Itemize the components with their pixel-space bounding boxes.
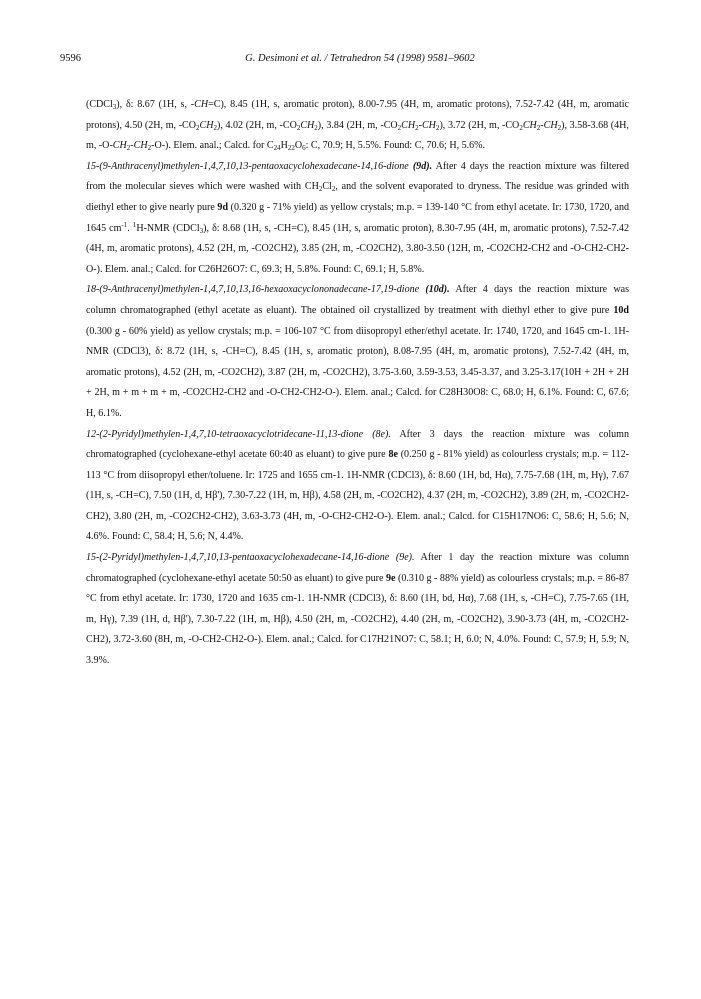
- paragraph-text: O: [294, 140, 303, 152]
- formula-part: CH: [194, 99, 209, 110]
- subscript: 22: [287, 144, 295, 153]
- paragraph-text: (0.320 g - 71% yield) as yellow crystals; m.p. = 139-140 °C from ethyl acetate. Ir: 1730, 1720, and 1645 cm: [86, 201, 630, 234]
- paragraph-text: , and the solvent evaporated to dryness. The residue was grinded with diethyl ether to give nearly pure: [86, 181, 629, 213]
- subscript: 3: [199, 226, 204, 235]
- paragraph-text: -O-). Elem. anal.; Calcd. for C: [151, 140, 274, 152]
- formula-part: CH: [421, 119, 436, 131]
- formula-part: CH: [522, 119, 537, 131]
- paragraph-9d: [86, 157, 629, 281]
- paragraph-text: Cl: [322, 181, 332, 193]
- compound-label: (9e).: [395, 552, 415, 564]
- formula-part: CH: [133, 140, 148, 152]
- paragraph-text: -: [130, 140, 134, 152]
- paragraph-continued: [86, 95, 629, 157]
- subscript: 2: [397, 123, 402, 132]
- paragraph-text: ), 3.58-3.68 (4H, m, -O-: [86, 119, 629, 152]
- paragraph-text: .: [127, 222, 133, 234]
- subscript: 2: [536, 123, 541, 132]
- body-text: [86, 95, 629, 672]
- subscript: 2: [126, 144, 131, 153]
- subscript: 2: [318, 185, 323, 194]
- paragraph-text: H-NMR (CDCl: [136, 222, 200, 234]
- subscript: 2: [415, 123, 419, 132]
- subscript: 2: [314, 123, 318, 132]
- paragraph-text: (0.250 g - 81% yield) as colourless crystals; m.p. = 112-113 °C from diisopropyl ether/toluene. Ir: 1725 and 1655 cm-1. 1H-NMR (CDCl3), δ: 8.60 (1H, bd, Hα), 7.75-7.68 (1H, m, Hγ), 7.67 (1H, s, -CH=C), 7.50 (1H, d, Hβ'), 7.30-7.22 (1H, m, Hβ), 4.58 (2H, m, -CO2CH2), 4.37 (2H, m, -CO2CH2), 3.89 (2H, m, -CO2CH2-CH2), 3.80 (2H, m, -CO2CH2-CH2), 3.63-3.73 (4H, m, -O-CH2-CH2-O-). Elem. anal.; Calcd. for C15H17NO6: C, 58.6; H, 5.6; N, 4.6%. Found: C, 58.4; H, 5.6; N, 4.4%.: [86, 449, 629, 543]
- paragraph-text: -: [418, 119, 422, 131]
- paragraph-text: H: [280, 140, 288, 152]
- paragraph-text: ), δ: 8.67 (1H, s, -: [116, 99, 195, 110]
- subscript: 2: [213, 123, 217, 132]
- compound-ref: 8e: [388, 449, 398, 461]
- subscript: 2: [196, 123, 200, 132]
- paragraph-text: After 4 days the reaction mixture was column chromatographed (ethyl acetate as eluant). The obtained oil crystallized by treatment with diethyl ether to give pure: [86, 284, 630, 316]
- subscript: 2: [435, 123, 440, 132]
- formula-part: CH: [300, 119, 315, 131]
- compound-title: 15-(9-Anthracenyl)methylen-1,4,7,10,13-pentaoxacyclohexadecane-14,16-dione: [86, 160, 409, 172]
- subscript: 6: [302, 144, 306, 153]
- paragraph-text: ), 3.84 (2H, m, -CO: [317, 119, 398, 131]
- paragraph-text: ), 4.02 (2H, m, -CO: [216, 119, 297, 131]
- paragraph-text: ), 3.72 (2H, m, -CO: [439, 119, 520, 131]
- superscript: -1: [121, 220, 128, 229]
- paragraph-text: -: [540, 119, 544, 131]
- compound-title: 18-(9-Anthracenyl)methylen-1,4,7,10,13,16-hexaoxacyclononadecane-17,19-dione: [86, 284, 420, 296]
- page-header: [60, 53, 660, 67]
- subscript: 2: [296, 123, 301, 132]
- paragraph-text: ), δ: 8.68 (1H, s, -CH=C), 8.45 (1H, s, aromatic proton), 8.30-7.95 (4H, m, aromatic protons), 7.52-7.42 (4H, m, aromatic protons), 4.52 (2H, m, -CO2CH2), 3.85 (2H, m, -CO2CH2), 3.80-3.50 (12H, m, -CO2CH2-CH2 and -O-CH2-CH2-O-). Elem. anal.; Calcd. for C26H26O7: C, 69.3; H, 5.8%. Found: C, 69.1; H, 5.8%.: [86, 222, 629, 275]
- paragraph-10d: [86, 280, 629, 424]
- paragraph-text: (0.310 g - 88% yield) as colourless crystals; m.p. = 86-87 °C from ethyl acetate. Ir: 1730, 1720 and 1635 cm-1. 1H-NMR (CDCl3), δ: 8.60 (1H, bd, Hα), 7.68 (1H, s, -CH=C), 7.75-7.65 (1H, m, Hγ), 7.39 (1H, d, Hβ'), 7.30-7.22 (1H, m, Hβ), 4.50 (2H, m, -CO2CH2), 4.40 (2H, m, -CO2CH2), 3.90-3.73 (4H, m, -CO2CH2-CH2), 3.72-3.60 (8H, m, -O-CH2-CH2-O-). Elem. anal.; Calcd. for C17H21NO7: C, 58.1; H, 6.0; N, 4.0%. Found: C, 57.9; H, 5.9; N, 3.9%.: [86, 572, 630, 667]
- formula-part: CH: [543, 119, 558, 131]
- paragraph-9e: [86, 548, 629, 672]
- paragraph-text: After 3 days the reaction mixture was column chromatographed (cyclohexane-ethyl acetate 60:40 as eluant) to give pure: [86, 428, 629, 461]
- subscript: 2: [557, 123, 562, 132]
- compound-title: 12-(2-Pyridyl)methylen-1,4,7,10-tetraoxacyclotridecane-11,13-dione: [86, 428, 364, 440]
- paragraph-text: After 4 days the reaction mixture was filtered from the molecular sieves which were washed with CH: [86, 160, 629, 193]
- superscript: 1: [132, 220, 137, 229]
- formula-part: CH: [401, 119, 416, 131]
- paragraph-text: (CDCl: [86, 99, 113, 110]
- subscript: 24: [273, 144, 281, 153]
- paragraph-text: After 1 day the reaction mixture was column chromatographed (cyclohexane-ethyl acetate 50:50 as eluant) to give pure: [86, 552, 630, 584]
- paragraph-text: : C, 70.9; H, 5.5%. Found: C, 70.6; H, 5.6%.: [305, 140, 486, 152]
- paragraph-text: =C), 8.45 (1H, s, aromatic proton), 8.00-7.95 (4H, m, aromatic protons), 7.52-7.42 (4H, m, aromatic protons), 4.50 (2H, m, -CO: [86, 99, 629, 131]
- formula-part: CH: [112, 140, 127, 152]
- compound-title: 15-(2-Pyridyl)methylen-1,4,7,10,13-pentaoxacyclohexadecane-14,16-dione: [86, 552, 390, 564]
- subscript: 2: [147, 144, 152, 153]
- paragraph-8e: [86, 425, 629, 549]
- compound-ref: 9d: [217, 201, 229, 213]
- formula-part: CH: [199, 119, 214, 131]
- subscript: 2: [331, 185, 336, 194]
- running-head: G. Desimoni et al. / Tetrahedron 54 (1998) 9581–9602: [245, 53, 475, 64]
- compound-ref: 9e: [386, 572, 396, 584]
- subscript: 2: [519, 123, 523, 132]
- subscript: 3: [112, 103, 117, 111]
- compound-label: (9d).: [412, 160, 433, 172]
- compound-label: (10d).: [425, 284, 450, 296]
- compound-label: (8e).: [372, 428, 391, 440]
- page-number: 9596: [60, 53, 81, 64]
- paragraph-text: (0.300 g - 60% yield) as yellow crystals; m.p. = 106-107 °C from diisopropyl ether/ethyl acetate. Ir: 1740, 1720, and 1645 cm-1. 1H-NMR (CDCl3), δ: 8.72 (1H, s, -CH=C), 8.45 (1H, s, aromatic proton), 8.08-7.95 (4H, m, aromatic protons), 7.52-7.42 (4H, m, aromatic protons), 4.52 (2H, m, -CO2CH2), 3.87 (2H, m, -CO2CH2), 3.75-3.60, 3.59-3.53, 3.45-3.37, and 3.25-3.17(10H + 2H + 2H + 2H, m + m + m + m, -CO2CH2-CH2 and -O-CH2-CH2-O-). Elem. anal.; Calcd. for C28H30O8: C, 68.0; H, 6.1%. Found: C, 67.6; H, 6.1%.: [86, 325, 629, 419]
- compound-ref: 10d: [613, 304, 629, 316]
